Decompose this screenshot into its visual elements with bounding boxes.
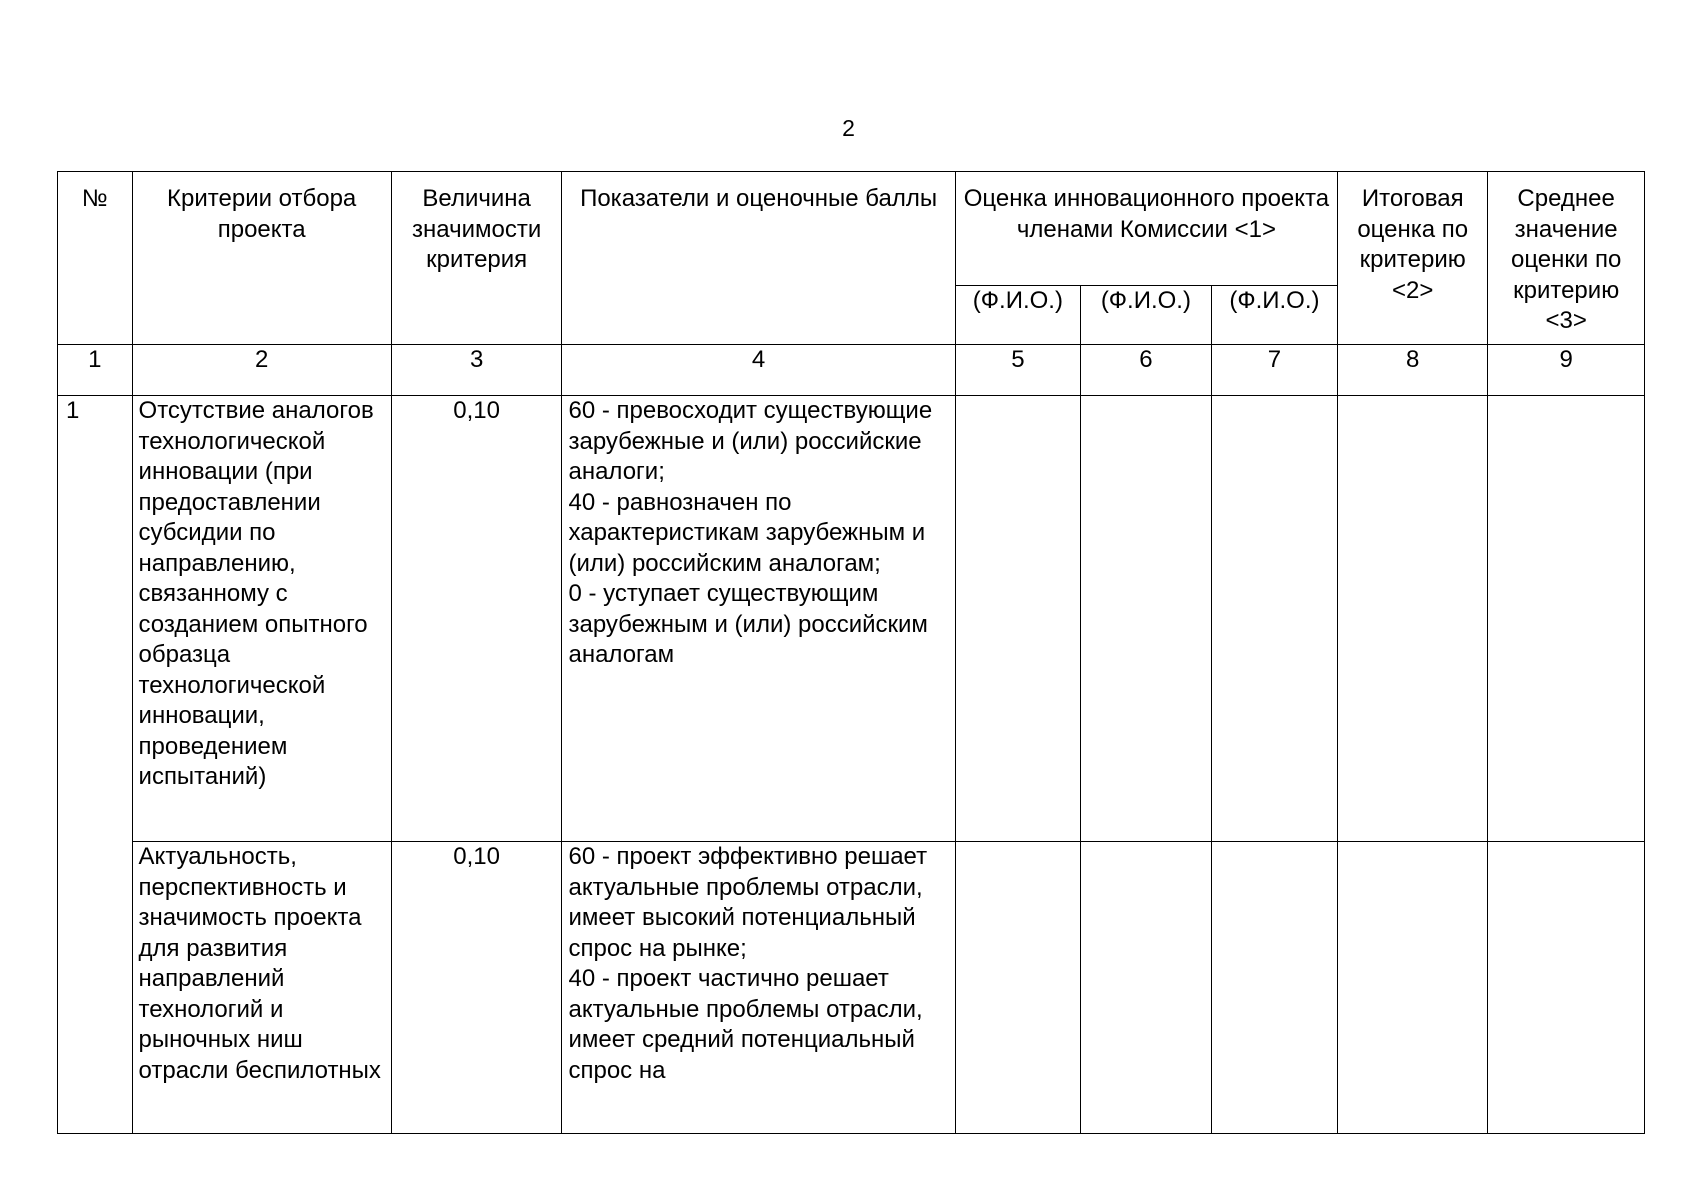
evaluation-table xyxy=(57,171,1645,1134)
header-average: Среднее значение оценки по критерию <3> xyxy=(1488,172,1645,345)
row-number: 1 xyxy=(58,396,133,1134)
column-number: 9 xyxy=(1488,345,1645,396)
page-number: 2 xyxy=(842,115,855,141)
score-cell-member-3 xyxy=(1211,396,1337,842)
row-indicators: 60 - проект эффективно решает актуальные проблемы отрасли, имеет высокий потенциальный спрос на рынке; 40 - проект частично решает актуальные проблемы отрасли, имеет средний потенциальный спрос на xyxy=(562,842,955,1134)
table-row xyxy=(58,396,1645,842)
header-weight: Величина значимости критерия xyxy=(391,172,562,345)
score-cell-member-3 xyxy=(1211,842,1337,1134)
column-number: 3 xyxy=(391,345,562,396)
header-criteria: Критерии отбора проекта xyxy=(132,172,391,345)
row-criteria: Актуальность, перспективность и значимость проекта для развития направлений технологий и рыночных ниш отрасли беспилотных xyxy=(132,842,391,1134)
column-number: 7 xyxy=(1211,345,1337,396)
column-numbers-row xyxy=(58,345,1645,396)
row-weight: 0,10 xyxy=(391,842,562,1134)
score-cell-average xyxy=(1488,842,1645,1134)
column-number: 1 xyxy=(58,345,133,396)
header-final-score: Итоговая оценка по критерию <2> xyxy=(1338,172,1488,345)
header-member-1: (Ф.И.О.) xyxy=(955,286,1080,345)
score-cell-member-1 xyxy=(955,842,1080,1134)
column-number: 4 xyxy=(562,345,955,396)
column-number: 8 xyxy=(1338,345,1488,396)
header-no: № xyxy=(58,172,133,345)
column-number: 6 xyxy=(1081,345,1212,396)
table-header-row xyxy=(58,172,1645,286)
column-number: 5 xyxy=(955,345,1080,396)
row-criteria: Отсутствие аналогов технологической инновации (при предоставлении субсидии по направлению, связанному с созданием опытного образца технологической инновации, проведением испытаний) xyxy=(132,396,391,842)
header-member-3: (Ф.И.О.) xyxy=(1211,286,1337,345)
row-indicators: 60 - превосходит существующие зарубежные и (или) российские аналоги; 40 - равнозначен по характеристикам зарубежным и (или) российским аналогам; 0 - уступает существующим зарубежным и (или) российским аналогам xyxy=(562,396,955,842)
header-indicators: Показатели и оценочные баллы xyxy=(562,172,955,345)
score-cell-member-2 xyxy=(1081,396,1212,842)
score-cell-member-1 xyxy=(955,396,1080,842)
table-row xyxy=(58,842,1645,1134)
score-cell-final xyxy=(1338,842,1488,1134)
header-commission: Оценка инновационного проекта членами Комиссии <1> xyxy=(955,172,1337,286)
column-number: 2 xyxy=(132,345,391,396)
header-member-2: (Ф.И.О.) xyxy=(1081,286,1212,345)
score-cell-final xyxy=(1338,396,1488,842)
score-cell-member-2 xyxy=(1081,842,1212,1134)
row-weight: 0,10 xyxy=(391,396,562,842)
score-cell-average xyxy=(1488,396,1645,842)
